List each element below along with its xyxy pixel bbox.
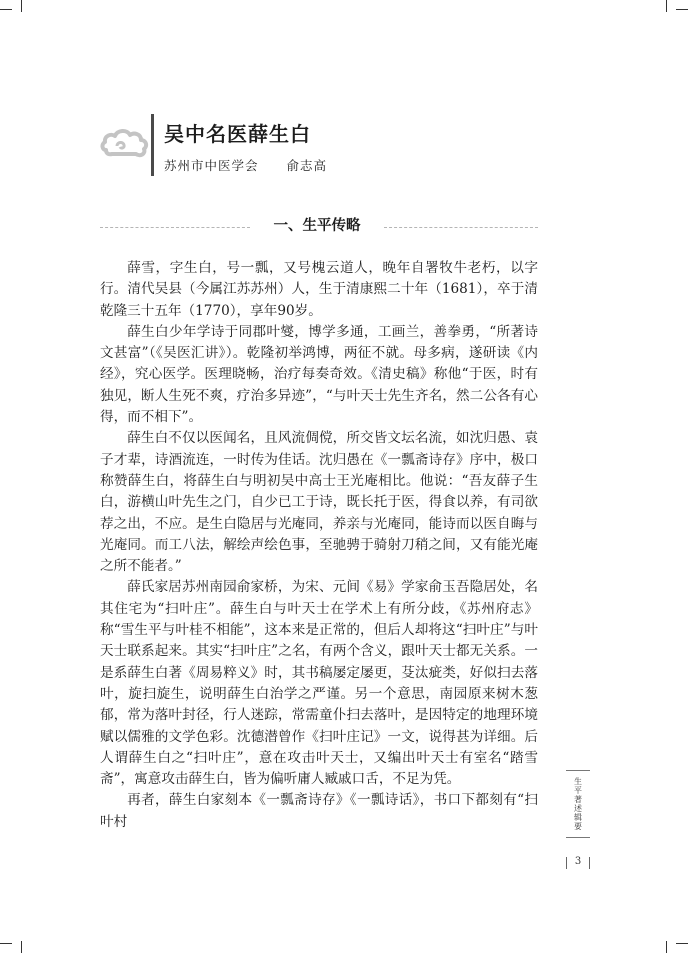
crop-mark-top-right-h — [676, 9, 688, 10]
crop-mark-bottom-right-h — [676, 943, 688, 944]
crop-mark-top-left-v — [21, 0, 22, 12]
section-rule-right — [384, 227, 538, 228]
side-rule-top — [566, 770, 590, 771]
author-affiliation: 苏州市中医学会 — [164, 158, 259, 173]
paragraph: 薛雪，字生白，号一瓢，又号槐云道人，晚年自署牧牛老朽，以字行。清代吴县（今属江苏苏州）人，生于清康熙二十年（1681），卒于清乾隆三十五年（1770），享年90岁。 — [100, 260, 538, 319]
title-accent-bar — [151, 114, 154, 176]
paragraph: 再者，薛生白家刻本《一瓢斋诗存》《一瓢诗话》，书口下都刻有“扫叶村 — [100, 792, 538, 830]
crop-mark-top-right-v — [666, 0, 667, 12]
author-line — [164, 156, 327, 174]
body-text — [100, 258, 538, 833]
author-name: 俞志高 — [286, 158, 328, 173]
section-rule-left — [100, 227, 250, 228]
crop-mark-bottom-right-v — [666, 941, 667, 953]
paragraph: 薛生白不仅以医闻名，且风流倜傥，所交皆文坛名流，如沈归愚、袁子才辈，诗酒流连，一时传为佳话。沈归愚在《一瓢斋诗存》序中，极口称赞薛生白，将薛生白与明初吴中高士王光庵相比。他说：“吾友薛子生白，游横山叶先生之门，自少已工于诗，既长托于医，得食以养，有司欲荐之出，不应。是生白隐居与光庵同，养亲与光庵同，能诗而以医自晦与光庵同。而工八法，解绘声绘色事，至驰骋于骑射刀稍之间，又有能光庵之所不能者。” — [100, 430, 538, 575]
side-rule-bottom — [566, 837, 590, 838]
paragraph: 薛生白少年学诗于同郡叶燮，博学多通，工画兰，善拳勇，“所著诗文甚富”（《吴医汇讲》）。乾隆初举鸿博，两征不就。母多病，遂研读《内经》，究心医学。医理晓畅，治疗每奏奇效。《清史稿》称他“于医，时有独见，断人生死不爽，疗治多异迹”，“与叶天士先生齐名，然二公各有心得，而不相下”。 — [100, 323, 538, 426]
side-running-label — [566, 770, 590, 838]
cloud-ornament-icon — [100, 126, 150, 160]
crop-mark-bottom-left-h — [0, 943, 12, 944]
crop-mark-top-left-h — [0, 9, 12, 10]
series-label: 生平著述辑要 — [573, 777, 583, 831]
section-title: 一、生平传略 — [273, 217, 361, 234]
page-number: 3 — [574, 856, 582, 867]
paragraph: 薛氏家居苏州南园俞家桥，为宋、元间《易》学家俞玉吾隐居处，名其住宅为“扫叶庄”。薛生白与叶天士在学术上有所分歧，《苏州府志》称“雪生平与叶桂不相能”，这本来是正常的，但后人却将这“扫叶庄”与叶天士联系起来。其实“扫叶庄”之名，有两个含义，跟叶天士都无关系。一是系薛生白著《周易粹义》时，其书稿屡定屡更，芟汰疵类，好似扫去落叶，旋扫旋生，说明薛生白治学之严谨。另一个意思，南园原来树木葱郁，常为落叶封径，行人迷踪，常需童仆扫去落叶，是因特定的地理环境赋以儒雅的文学色彩。沈德潜曾作《扫叶庄记》一文，说得甚为详细。后人谓薛生白之“扫叶庄”，意在攻击叶天士，又编出叶天士有室名“踏雪斋”，寓意攻击薛生白，皆为偏听庸人臧戚口舌，不足为凭。 — [100, 579, 538, 788]
crop-mark-bottom-left-v — [21, 941, 22, 953]
page-number-bar-right — [589, 857, 590, 869]
article-title: 吴中名医薛生白 — [164, 122, 311, 146]
